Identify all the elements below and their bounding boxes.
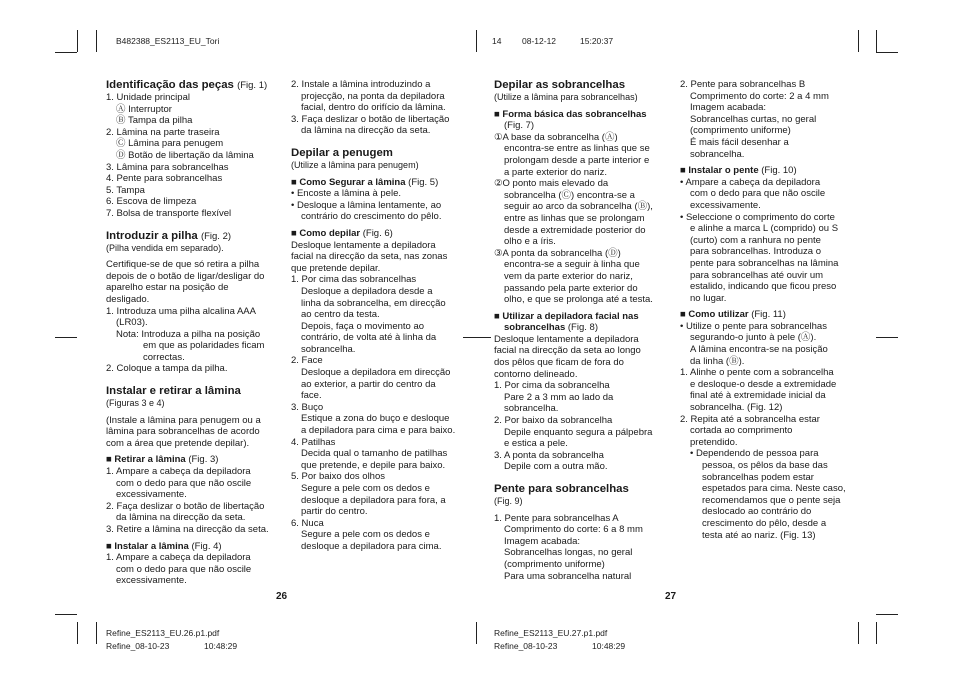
- crop-mark: [876, 337, 898, 338]
- text-line: crescimento do pêlo, desde a: [702, 517, 827, 529]
- text-line: 2. Repita até a sobrancelha estar: [680, 413, 820, 425]
- text-line: contrário, de volta até à linha da: [301, 332, 437, 344]
- text-line: sobrancelha.: [690, 148, 745, 160]
- list-item: Ⓐ Interruptor: [116, 103, 172, 115]
- list-item: Ⓑ Tampa da pilha: [116, 115, 193, 127]
- text-line: olho, e que se prolonga até a testa.: [504, 294, 653, 306]
- text-line: excessivamente.: [116, 575, 187, 587]
- text-line: passando pela parte exterior do: [504, 282, 638, 294]
- text-line: facial na direcção da seta, nas zonas: [291, 251, 448, 263]
- text-line: excessivamente.: [116, 489, 187, 501]
- heading-text: Retirar a lâmina: [114, 454, 186, 466]
- text-line: 1. Ampare a cabeça da depiladora: [106, 552, 251, 564]
- subsection-heading: [680, 165, 860, 177]
- square-bullet-icon: ■: [106, 454, 112, 466]
- text-line: correctas.: [143, 351, 185, 363]
- text-line: (comprimento uniforme): [690, 125, 791, 137]
- text-line: da linha (Ⓑ).: [690, 355, 745, 367]
- text-line: 1. Introduza uma pilha alcalina AAA: [106, 305, 256, 317]
- text-line: • Desloque a lâmina lentamente, ao: [291, 199, 442, 211]
- text-line: • Encoste a lâmina à pele.: [291, 188, 402, 200]
- text-line: 2. Coloque a tampa da pilha.: [106, 363, 228, 375]
- text-line: estalido, indicando que ficou preso: [690, 281, 837, 293]
- text-line: Desloque a depiladora em direcção: [301, 367, 451, 379]
- text-line: no lugar.: [690, 292, 727, 304]
- text-line: 2. Faça deslizar o botão de libertação: [106, 500, 265, 512]
- crop-mark: [858, 30, 859, 52]
- text-line: e estica a pele.: [504, 438, 568, 450]
- text-line: encontra-se a seguir à linha que: [504, 259, 640, 271]
- text-line: deslocado ao contrário do: [702, 506, 812, 518]
- text-line: Para uma sobrancelha natural: [504, 570, 632, 582]
- subsection-heading: [494, 311, 674, 323]
- text-line: Pare 2 a 3 mm ao lado da: [504, 391, 614, 403]
- text-line: partir do centro.: [301, 506, 368, 518]
- column-1: [106, 79, 281, 587]
- text-line: Comprimento do corte: 2 a 4 mm: [690, 90, 829, 102]
- header-file-name: B482388_ES2113_EU_Tori: [116, 36, 220, 46]
- text-line: sobrancelha (Ⓒ) encontra-se a: [504, 189, 635, 201]
- text-line: sobrancelha.: [504, 403, 559, 415]
- section-subtitle: (Figuras 3 e 4): [106, 398, 165, 409]
- heading-text: Como Segurar a lâmina: [299, 176, 406, 188]
- text-line: vem da parte exterior do nariz,: [504, 270, 633, 282]
- heading-text: Utilizar a depiladora facial nas: [502, 310, 639, 322]
- section-heading: [106, 230, 281, 243]
- text-line: É mais fácil desenhar a: [690, 136, 789, 148]
- text-line: com o dedo para que não oscile: [690, 188, 826, 200]
- footer-time: 10:48:29: [592, 641, 626, 651]
- square-bullet-icon: ■: [494, 310, 500, 322]
- crop-mark: [55, 337, 77, 338]
- text-line: com o dedo para que não oscile: [116, 477, 252, 489]
- text-line: sobrancelhas podem estar: [702, 471, 814, 483]
- text-line: Desloque lentamente a depiladora: [494, 333, 639, 345]
- section-subtitle: (Fig. 9): [494, 496, 523, 506]
- text-line: a parte exterior do nariz.: [504, 166, 607, 178]
- footer-file-name: Refine_ES2113_EU.26.p1.pdf: [106, 628, 220, 638]
- text-line: 6. Nuca: [291, 517, 324, 529]
- section-subtitle: (Pilha vendida em separado).: [106, 242, 224, 253]
- figure-ref: (Fig. 2): [200, 230, 232, 242]
- list-item: 1. Unidade principal: [106, 92, 190, 103]
- text-line: final até à extremidade inicial da: [690, 390, 826, 402]
- text-line: Segure a pele com os dedos e: [301, 483, 430, 494]
- text-line: e alinhe a marca L (comprido) ou S: [690, 223, 839, 235]
- crop-mark: [96, 622, 97, 644]
- text-line: Certifique-se de que só retira a pilha: [106, 259, 260, 271]
- text-line: Desloque a depiladora desde a: [301, 285, 433, 297]
- footer-file-name: Refine_ES2113_EU.27.p1.pdf: [494, 628, 608, 638]
- text-line: 2. Pente para sobrancelhas B: [680, 79, 806, 90]
- text-line: olho e a íris.: [504, 236, 556, 248]
- list-item: 4. Pente para sobrancelhas: [106, 173, 223, 185]
- section-subtitle: (Utilize a lâmina para penugem): [291, 159, 419, 170]
- text-line: prolongam desde a parte interior e: [504, 154, 650, 166]
- text-line: (curto) com a ranhura no pente: [690, 234, 821, 246]
- text-line: ①A base da sobrancelha (Ⓐ): [494, 131, 618, 143]
- text-line: Depois, faça o movimento ao: [301, 320, 425, 332]
- figure-ref: (Fig. 3): [188, 454, 219, 466]
- square-bullet-icon: ■: [291, 227, 297, 239]
- text-line: ②O ponto mais elevado da: [494, 178, 609, 190]
- text-line: 4. Patilhas: [291, 436, 336, 448]
- text-line: ③A ponta da sobrancelha (Ⓓ): [494, 247, 621, 259]
- text-line: pretendido.: [690, 436, 738, 448]
- text-line: Sobrancelhas curtas, no geral: [690, 113, 817, 125]
- text-line: • Utilize o pente para sobrancelhas: [680, 320, 827, 332]
- text-line: encontra-se entre as linhas que se: [504, 143, 650, 155]
- square-bullet-icon: ■: [291, 176, 297, 188]
- figure-ref: (Fig. 7): [504, 120, 535, 132]
- text-line: da lâmina na direcção da seta.: [116, 512, 246, 524]
- crop-mark: [858, 622, 859, 644]
- page-number: 27: [665, 591, 677, 602]
- square-bullet-icon: ■: [494, 108, 500, 120]
- list-item: Ⓒ Lâmina para penugem: [116, 138, 224, 150]
- text-line: segurando-o junto à pele (Ⓐ).: [690, 332, 817, 344]
- text-line: com o dedo para que não oscile: [116, 563, 252, 575]
- figure-ref: (Fig. 11): [751, 309, 786, 321]
- text-line: 1. Por cima das sobrancelhas: [291, 274, 417, 286]
- column-2: [291, 79, 471, 553]
- crop-mark: [55, 614, 77, 615]
- crop-mark: [77, 622, 78, 644]
- header-page: 14: [492, 36, 502, 46]
- footer-time: 10:48:29: [204, 641, 238, 651]
- figure-ref: (Fig. 10): [761, 165, 797, 177]
- list-item: 3. Lâmina para sobrancelhas: [106, 161, 229, 173]
- text-line: • Ampare a cabeça da depiladora: [680, 176, 821, 188]
- section-heading: Depilar a penugem: [291, 146, 393, 159]
- text-line: Imagem acabada:: [690, 102, 767, 114]
- text-line: aparelho estar na posição de: [106, 282, 229, 294]
- text-line: (Instale a lâmina para penugem ou a: [106, 414, 261, 426]
- list-item: 2. Lâmina na parte traseira: [106, 126, 220, 138]
- text-line: Depile enquanto segura a pálpebra: [504, 426, 653, 438]
- subsection-heading: [106, 541, 281, 553]
- text-line: facial, dentro do orifício da lâmina.: [301, 102, 446, 114]
- text-line: • Seleccione o comprimento do corte: [680, 211, 835, 223]
- crop-mark: [876, 30, 877, 52]
- text-line: Segure a pele com os dedos e: [301, 529, 430, 541]
- text-line: Depile com a outra mão.: [504, 461, 608, 473]
- text-line: em que as polaridades ficam: [143, 340, 265, 352]
- text-line: excessivamente.: [690, 199, 761, 211]
- section-heading: [106, 79, 281, 92]
- text-line: lâmina para sobrancelhas de acordo: [106, 426, 260, 438]
- crop-mark: [476, 622, 477, 644]
- text-line: espetados para cima. Neste caso,: [702, 483, 846, 495]
- heading-text: Identificação das peças: [106, 79, 234, 91]
- text-line: 3. Buço: [291, 401, 324, 413]
- text-line: contorno delineado.: [494, 368, 578, 380]
- text-line: que pretende depilar.: [291, 262, 381, 274]
- heading-text: Como depilar: [299, 227, 361, 239]
- figure-ref: (Fig. 1): [237, 80, 268, 91]
- text-line: recomendamos que o pente seja: [702, 494, 841, 506]
- crop-mark: [876, 52, 898, 53]
- text-line: Nota: Introduza a pilha na posição: [116, 328, 261, 340]
- text-line: (comprimento uniforme): [504, 558, 605, 570]
- text-line: facial na direcção da seta ao longo: [494, 345, 641, 357]
- text-line: para sobrancelhas. Introduza o: [690, 246, 821, 258]
- text-line: 5. Por baixo dos olhos: [291, 471, 386, 483]
- text-line: ao centro da testa.: [301, 309, 380, 321]
- heading-text: Como utilizar: [688, 309, 749, 321]
- page-number: 26: [276, 591, 288, 602]
- square-bullet-icon: ■: [680, 165, 686, 177]
- crop-mark: [876, 622, 877, 644]
- text-line: 2. Instale a lâmina introduzindo a: [291, 79, 431, 90]
- text-line: Imagem acabada:: [504, 535, 581, 547]
- heading-text: Instalar a lâmina: [114, 540, 189, 552]
- section-heading: Depilar as sobrancelhas: [494, 79, 626, 91]
- text-line: 3. Retire a lâmina na direcção da seta.: [106, 524, 269, 535]
- heading-text: Forma básica das sobrancelhas: [502, 108, 647, 120]
- text-line: seguir ao arco da sobrancelha (Ⓑ),: [504, 201, 653, 213]
- footer-date: Refine_08-10-23: [494, 641, 558, 651]
- text-line: depois de o botão de ligar/desligar do: [106, 270, 265, 282]
- square-bullet-icon: ■: [680, 309, 686, 321]
- text-line: Sobrancelhas longas, no geral: [504, 547, 633, 559]
- text-line: a depiladora para cima e para baixo.: [301, 425, 456, 437]
- text-line: Decida qual o tamanho de patilhas: [301, 448, 448, 460]
- column-3: [494, 79, 674, 582]
- text-line: que pretende, e depile para baixo.: [301, 459, 446, 471]
- list-item: 5. Tampa: [106, 184, 145, 196]
- text-line: desloque a depiladora para cima.: [301, 540, 442, 552]
- figure-ref: (Fig. 4): [191, 540, 222, 552]
- column-4: [680, 79, 860, 541]
- footer-date: Refine_08-10-23: [106, 641, 170, 651]
- text-line: da lâmina na direcção da seta.: [301, 125, 431, 137]
- text-line: com a área que pretende depilar).: [106, 437, 250, 449]
- text-line: testa até ao nariz. (Fig. 13): [702, 529, 816, 541]
- subsection-heading: [291, 228, 471, 240]
- subsection-heading-cont: [494, 322, 674, 334]
- text-line: Estique a zona do buço e desloque: [301, 413, 450, 425]
- section-heading: Instalar e retirar a lâmina: [106, 385, 241, 398]
- text-line: sobrancelha. (Fig. 12): [690, 402, 783, 414]
- subsection-heading: [494, 109, 674, 121]
- subsection-heading: [680, 309, 860, 321]
- text-line: entre as linhas que se prolongam: [504, 212, 645, 224]
- text-line: desde a extremidade posterior do: [504, 224, 646, 236]
- text-line: A lâmina encontra-se na posição: [690, 344, 828, 356]
- heading-text: Introduzir a pilha: [106, 229, 198, 242]
- list-item: 6. Escova de limpeza: [106, 196, 197, 208]
- section-subtitle: (Utilize a lâmina para sobrancelhas): [494, 92, 638, 102]
- text-line: 3. Faça deslizar o botão de libertação: [291, 113, 450, 125]
- text-line: Desloque lentamente a depiladora: [291, 239, 436, 251]
- text-line: desloque a depiladora para fora, a: [301, 494, 446, 506]
- text-line: 1. Ampare a cabeça da depiladora: [106, 466, 251, 478]
- crop-mark: [876, 614, 898, 615]
- list-item: 7. Bolsa de transporte flexível: [106, 207, 232, 219]
- text-line: desligado.: [106, 293, 150, 305]
- text-line: face.: [301, 390, 322, 402]
- text-line: 1. Por cima da sobrancelha: [494, 380, 610, 392]
- text-line: linha da sobrancelha, em direcção: [301, 297, 446, 309]
- text-line: Comprimento do corte: 6 a 8 mm: [504, 524, 643, 536]
- text-line: contrário do crescimento do pêlo.: [301, 211, 442, 223]
- text-line: 2. Por baixo da sobrancelha: [494, 415, 613, 427]
- subsection-heading: [291, 177, 471, 189]
- figure-ref: (Fig. 5): [408, 176, 439, 188]
- text-line: 3. A ponta da sobrancelha: [494, 449, 604, 461]
- header-date: 08-12-12: [522, 36, 557, 46]
- text-line: (LR03).: [116, 317, 148, 329]
- heading-text: sobrancelhas: [504, 322, 566, 334]
- text-line: 1. Alinhe o pente com a sobrancelha: [680, 367, 834, 379]
- text-line: pente para sobrancelhas na lâmina: [690, 257, 839, 269]
- text-line: 1. Pente para sobrancelhas A: [494, 512, 619, 524]
- crop-mark: [96, 30, 97, 52]
- square-bullet-icon: ■: [106, 540, 112, 552]
- text-line: para sobrancelhas até ouvir um: [690, 269, 824, 281]
- text-line: projecção, na ponta da depiladora: [301, 90, 445, 102]
- text-line: sobrancelha.: [301, 343, 356, 355]
- figure-ref: (Fig. 6): [362, 227, 393, 239]
- crop-mark: [77, 30, 78, 52]
- text-line: 2. Face: [291, 355, 323, 367]
- text-line: dos pêlos que ficam de fora do: [494, 357, 624, 369]
- text-line: ao exterior, a partir do centro da: [301, 378, 436, 390]
- text-line: • Dependendo de pessoa para: [690, 448, 819, 460]
- text-line: pessoa, os pêlos da base das: [702, 460, 828, 471]
- text-line: cortada ao comprimento: [690, 425, 793, 437]
- subsection-heading: [106, 454, 281, 466]
- list-item: Ⓓ Botão de libertação da lâmina: [116, 149, 254, 161]
- section-heading: Pente para sobrancelhas: [494, 483, 629, 495]
- figure-ref: (Fig. 8): [567, 322, 598, 334]
- crop-mark: [55, 52, 77, 53]
- header-time: 15:20:37: [580, 36, 614, 46]
- crop-mark: [476, 30, 477, 52]
- text-line: e desloque-o desde a extremidade: [690, 378, 837, 390]
- heading-text: Instalar o pente: [688, 165, 759, 177]
